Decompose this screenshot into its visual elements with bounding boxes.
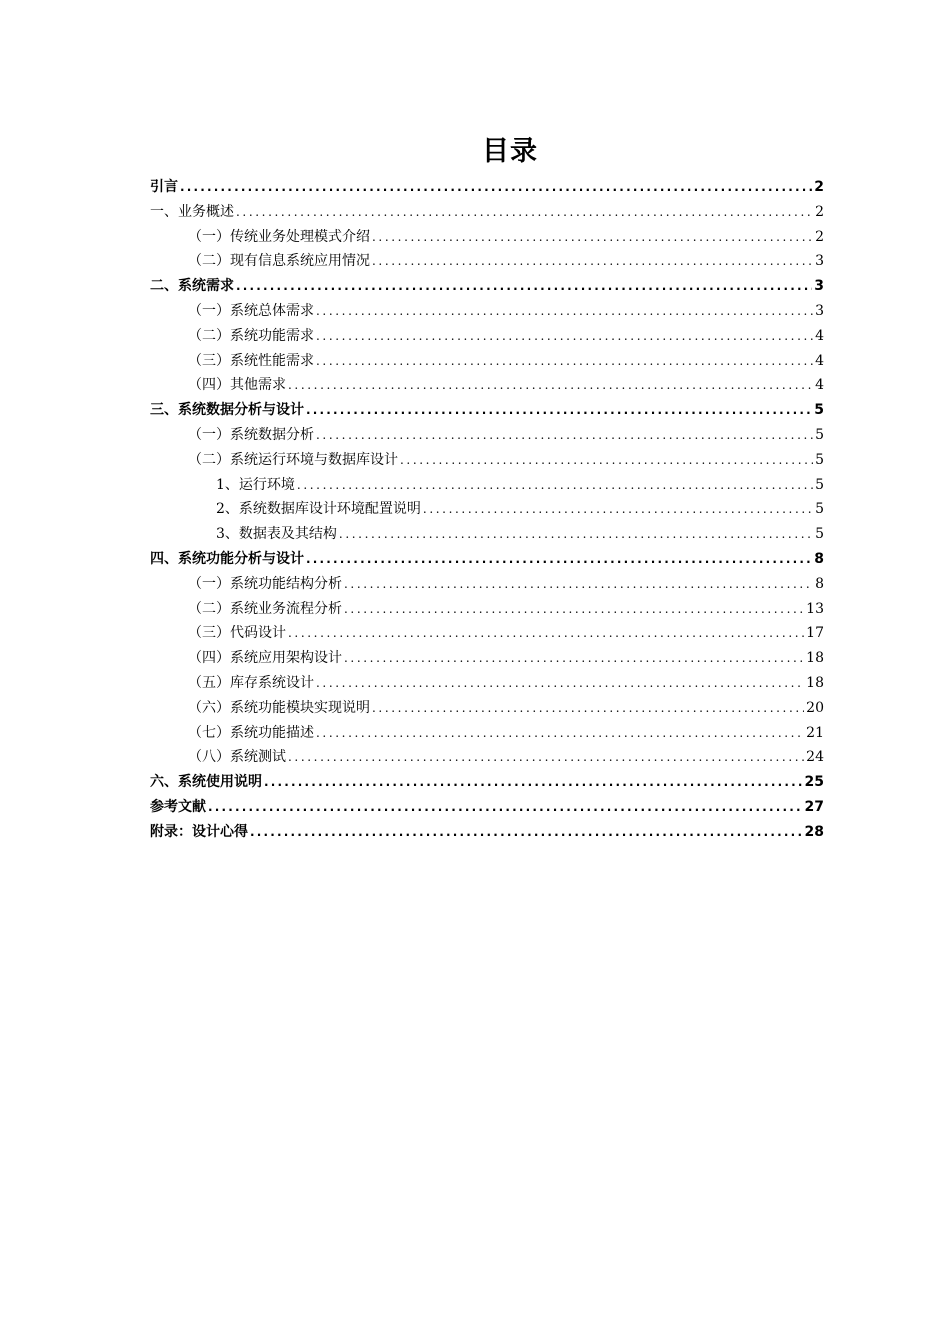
toc-page-number: 25 [804,774,824,791]
toc-entry-text: （一）系统功能结构分析 [188,575,342,592]
toc-entry[interactable] [150,547,824,572]
toc-leader-dots [236,200,813,225]
toc-page-number: 4 [815,352,824,369]
toc-entry[interactable] [150,770,824,795]
toc-page-number: 24 [806,749,824,766]
toc-entry-text: 四、系统功能分析与设计 [150,550,304,567]
toc-entry-text: 1、运行环境 [216,476,295,493]
toc-entry[interactable] [150,448,824,473]
toc-leader-dots [306,398,812,423]
toc-page-number: 5 [815,426,824,443]
toc-page-number: 28 [804,823,824,840]
toc-entry[interactable] [150,423,824,448]
toc-entry-text: （一）传统业务处理模式介绍 [188,228,370,245]
toc-page-number: 18 [806,650,824,667]
toc-page-number: 4 [815,377,824,394]
toc-entry-text: （一）系统数据分析 [188,426,314,443]
toc-entry[interactable] [150,200,824,225]
toc-page-number: 13 [806,600,824,617]
toc-entry[interactable] [150,745,824,770]
toc-entry[interactable] [150,175,824,200]
toc-entry[interactable] [150,522,824,547]
toc-leader-dots [400,448,813,473]
toc-entry-text: 3、数据表及其结构 [216,526,337,543]
toc-leader-dots [306,547,812,572]
toc-entry-text: （二）系统业务流程分析 [188,600,342,617]
toc-entry[interactable] [150,795,824,820]
toc-entry[interactable] [150,324,824,349]
toc-entry[interactable] [150,398,824,423]
toc-page-number: 4 [815,327,824,344]
toc-leader-dots [250,820,803,845]
toc-leader-dots [288,745,804,770]
toc-leader-dots [344,646,804,671]
toc-leader-dots [344,597,804,622]
toc-leader-dots [288,621,804,646]
toc-page-number: 3 [815,302,824,319]
toc-entry[interactable] [150,473,824,498]
toc-entry[interactable] [150,696,824,721]
toc-page-number: 5 [815,451,824,468]
toc-entry[interactable] [150,646,824,671]
toc-page-number: 3 [815,253,824,270]
toc-entry-text: 引言 [150,179,178,195]
toc-leader-dots [339,522,813,547]
toc-entry[interactable] [150,597,824,622]
toc-page-number: 5 [815,501,824,518]
toc-page-number: 2 [814,179,824,195]
toc-leader-dots [316,671,804,696]
toc-entry[interactable] [150,274,824,299]
toc-entry-text: 三、系统数据分析与设计 [150,402,304,419]
toc-leader-dots [316,324,813,349]
toc-entry-text: （三）代码设计 [188,625,286,642]
toc-entry-text: （五）库存系统设计 [188,674,314,691]
toc-leader-dots [288,373,813,398]
toc-page-number: 27 [804,798,824,815]
toc-entry-text: 附录：设计心得 [150,823,248,840]
toc-leader-dots [297,473,813,498]
toc-page-number: 5 [814,402,824,419]
toc-page-number: 2 [815,203,824,220]
toc-entry[interactable] [150,497,824,522]
toc-entry-text: （一）系统总体需求 [188,302,314,319]
toc-entry[interactable] [150,225,824,250]
toc-entry-text: （四）系统应用架构设计 [188,650,342,667]
toc-leader-dots [180,175,812,200]
toc-page-number: 5 [815,526,824,543]
toc-entry-text: （二）系统功能需求 [188,327,314,344]
toc-leader-dots [372,249,813,274]
toc-leader-dots [344,572,813,597]
toc-leader-dots [208,795,803,820]
toc-leader-dots [316,721,804,746]
page-title: 目录 [482,136,538,167]
toc-entry[interactable] [150,721,824,746]
toc-entry-text: （六）系统功能模块实现说明 [188,699,370,716]
toc-entry-text: 参考文献 [150,798,206,815]
toc-leader-dots [316,423,813,448]
toc-page-number: 18 [806,674,824,691]
toc-leader-dots [423,497,813,522]
toc-entry-text: 二、系统需求 [150,278,234,295]
toc-leader-dots [236,274,812,299]
toc-entry[interactable] [150,820,824,845]
toc-entry[interactable] [150,373,824,398]
toc-entry-text: （二）系统运行环境与数据库设计 [188,451,398,468]
toc-page-number: 8 [814,550,824,567]
toc-page-number: 5 [815,476,824,493]
toc-leader-dots [316,299,813,324]
toc-entry-text: 2、系统数据库设计环境配置说明 [216,501,421,518]
toc-entry[interactable] [150,671,824,696]
toc-page-number: 8 [815,575,824,592]
toc-entry-text: （二）现有信息系统应用情况 [188,253,370,270]
toc-leader-dots [372,225,813,250]
toc-entry-text: （四）其他需求 [188,377,286,394]
toc-entry[interactable] [150,572,824,597]
toc-leader-dots [264,770,803,795]
toc-entry-text: 一、业务概述 [150,203,234,220]
toc-leader-dots [372,696,804,721]
toc-entry[interactable] [150,621,824,646]
toc-entry[interactable] [150,299,824,324]
toc-entry-text: （七）系统功能描述 [188,724,314,741]
toc-entry-text: （八）系统测试 [188,749,286,766]
toc-page-number: 21 [806,724,824,741]
toc-entry-text: （三）系统性能需求 [188,352,314,369]
toc-page-number: 20 [806,699,824,716]
toc-entry-text: 六、系统使用说明 [150,774,262,791]
toc-entry[interactable] [150,349,824,374]
toc-leader-dots [316,349,813,374]
toc-page-number: 17 [806,625,824,642]
toc-page-number: 2 [815,228,824,245]
toc-page-number: 3 [814,278,824,295]
toc-entry[interactable] [150,249,824,274]
table-of-contents [150,175,824,845]
